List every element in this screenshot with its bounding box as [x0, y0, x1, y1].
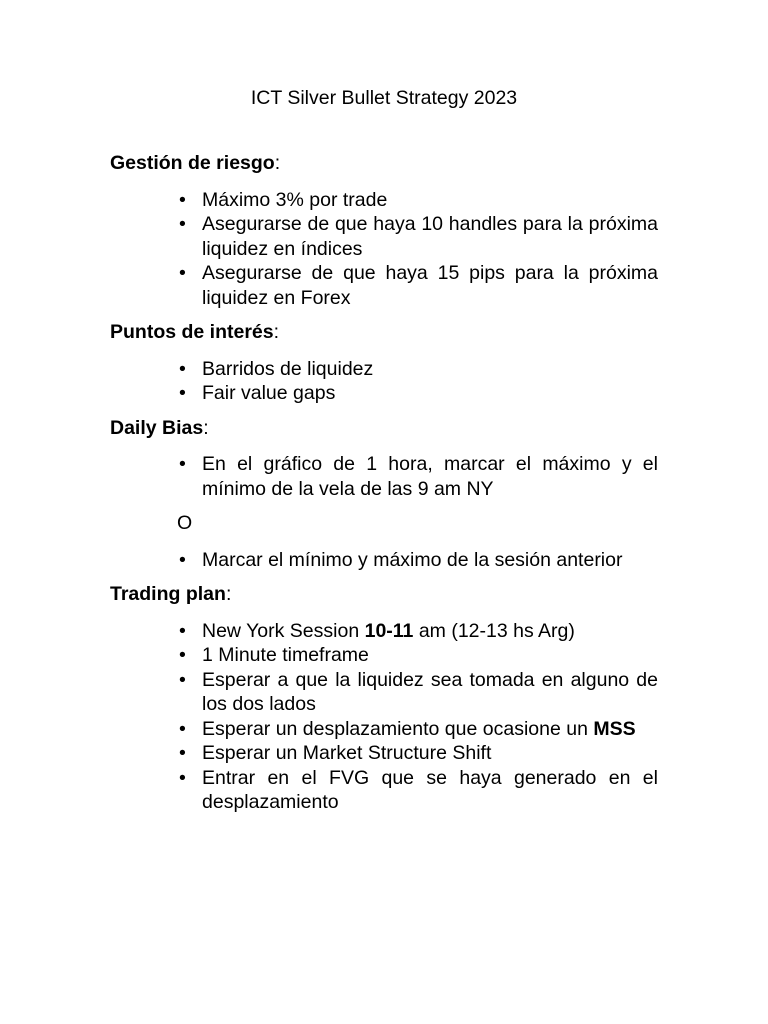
- list-item: [110, 619, 658, 644]
- list-item-text: Esperar un Market Structure Shift: [202, 742, 492, 764]
- list-item-text: am (12-13 hs Arg): [413, 619, 575, 642]
- list-item-text: 1 Minute timeframe: [202, 644, 369, 666]
- bullet-icon: •: [179, 188, 186, 211]
- list-item-text: Asegurarse de que haya 10 handles para la próxima liquidez en índices: [202, 213, 658, 260]
- list-item: [110, 548, 658, 573]
- list-item: [110, 668, 658, 717]
- bias-list-a: [110, 452, 658, 501]
- list-item: [110, 717, 658, 742]
- list-item-text: Asegurarse de que haya 15 pips para la próxima liquidez en Forex: [202, 262, 658, 309]
- list-item: [110, 188, 658, 213]
- bullet-icon: •: [179, 619, 186, 642]
- list-item: [110, 452, 658, 501]
- bullet-icon: •: [179, 357, 186, 380]
- heading-text: Trading plan: [110, 583, 226, 605]
- bullet-icon: •: [179, 742, 186, 764]
- document-title: ICT Silver Bullet Strategy 2023: [250, 87, 518, 109]
- list-item-text: New York Session: [202, 619, 365, 642]
- heading-colon: :: [203, 416, 209, 439]
- bullet-icon: •: [179, 453, 186, 475]
- list-item: [110, 741, 658, 766]
- bullet-icon: •: [179, 213, 186, 235]
- list-item-text: Fair value gaps: [202, 382, 336, 404]
- list-item: [110, 381, 658, 406]
- section-heading-plan: [110, 582, 658, 607]
- list-item: [110, 261, 658, 310]
- section-heading-risk: [110, 151, 658, 176]
- bullet-icon: •: [179, 262, 186, 284]
- heading-colon: :: [273, 321, 280, 343]
- bias-list-b: [110, 548, 658, 573]
- document-body: [110, 151, 658, 825]
- list-item: [110, 212, 658, 261]
- points-list: [110, 357, 658, 406]
- list-item-text: Marcar el mínimo y máximo de la sesión anterior: [202, 548, 623, 571]
- or-separator: O: [177, 512, 193, 534]
- list-item: [110, 643, 658, 668]
- list-item-text: Entrar en el FVG que se haya generado en el desplazamiento: [202, 766, 658, 813]
- bullet-icon: •: [179, 382, 186, 404]
- list-item-text: En el gráfico de 1 hora, marcar el máximo y el mínimo de la vela de las 9 am NY: [202, 453, 658, 500]
- heading-text: Gestión de riesgo: [110, 152, 275, 174]
- section-heading-bias: [110, 416, 658, 441]
- heading-colon: :: [225, 583, 232, 605]
- risk-list: [110, 188, 658, 311]
- bullet-icon: •: [179, 668, 186, 691]
- bullet-icon: •: [179, 548, 186, 571]
- bullet-icon: •: [179, 717, 186, 740]
- list-item-text: Barridos de liquidez: [202, 357, 374, 380]
- section-heading-points: [110, 320, 658, 345]
- list-item: [110, 766, 658, 815]
- heading-text: Puntos de interés: [110, 321, 274, 343]
- bullet-icon: •: [179, 766, 186, 789]
- list-item: [110, 357, 658, 382]
- mss-term: MSS: [593, 717, 636, 740]
- heading-text: Daily Bias: [110, 416, 204, 439]
- list-item-text: Esperar a que la liquidez sea tomada en alguno de los dos lados: [202, 668, 658, 715]
- list-item-text: Máximo 3% por trade: [202, 188, 388, 211]
- bullet-icon: •: [179, 644, 186, 666]
- heading-colon: :: [274, 152, 281, 174]
- list-item-text: Esperar un desplazamiento que ocasione un: [202, 717, 594, 740]
- session-hours: 10-11: [364, 619, 414, 642]
- plan-list: [110, 619, 658, 815]
